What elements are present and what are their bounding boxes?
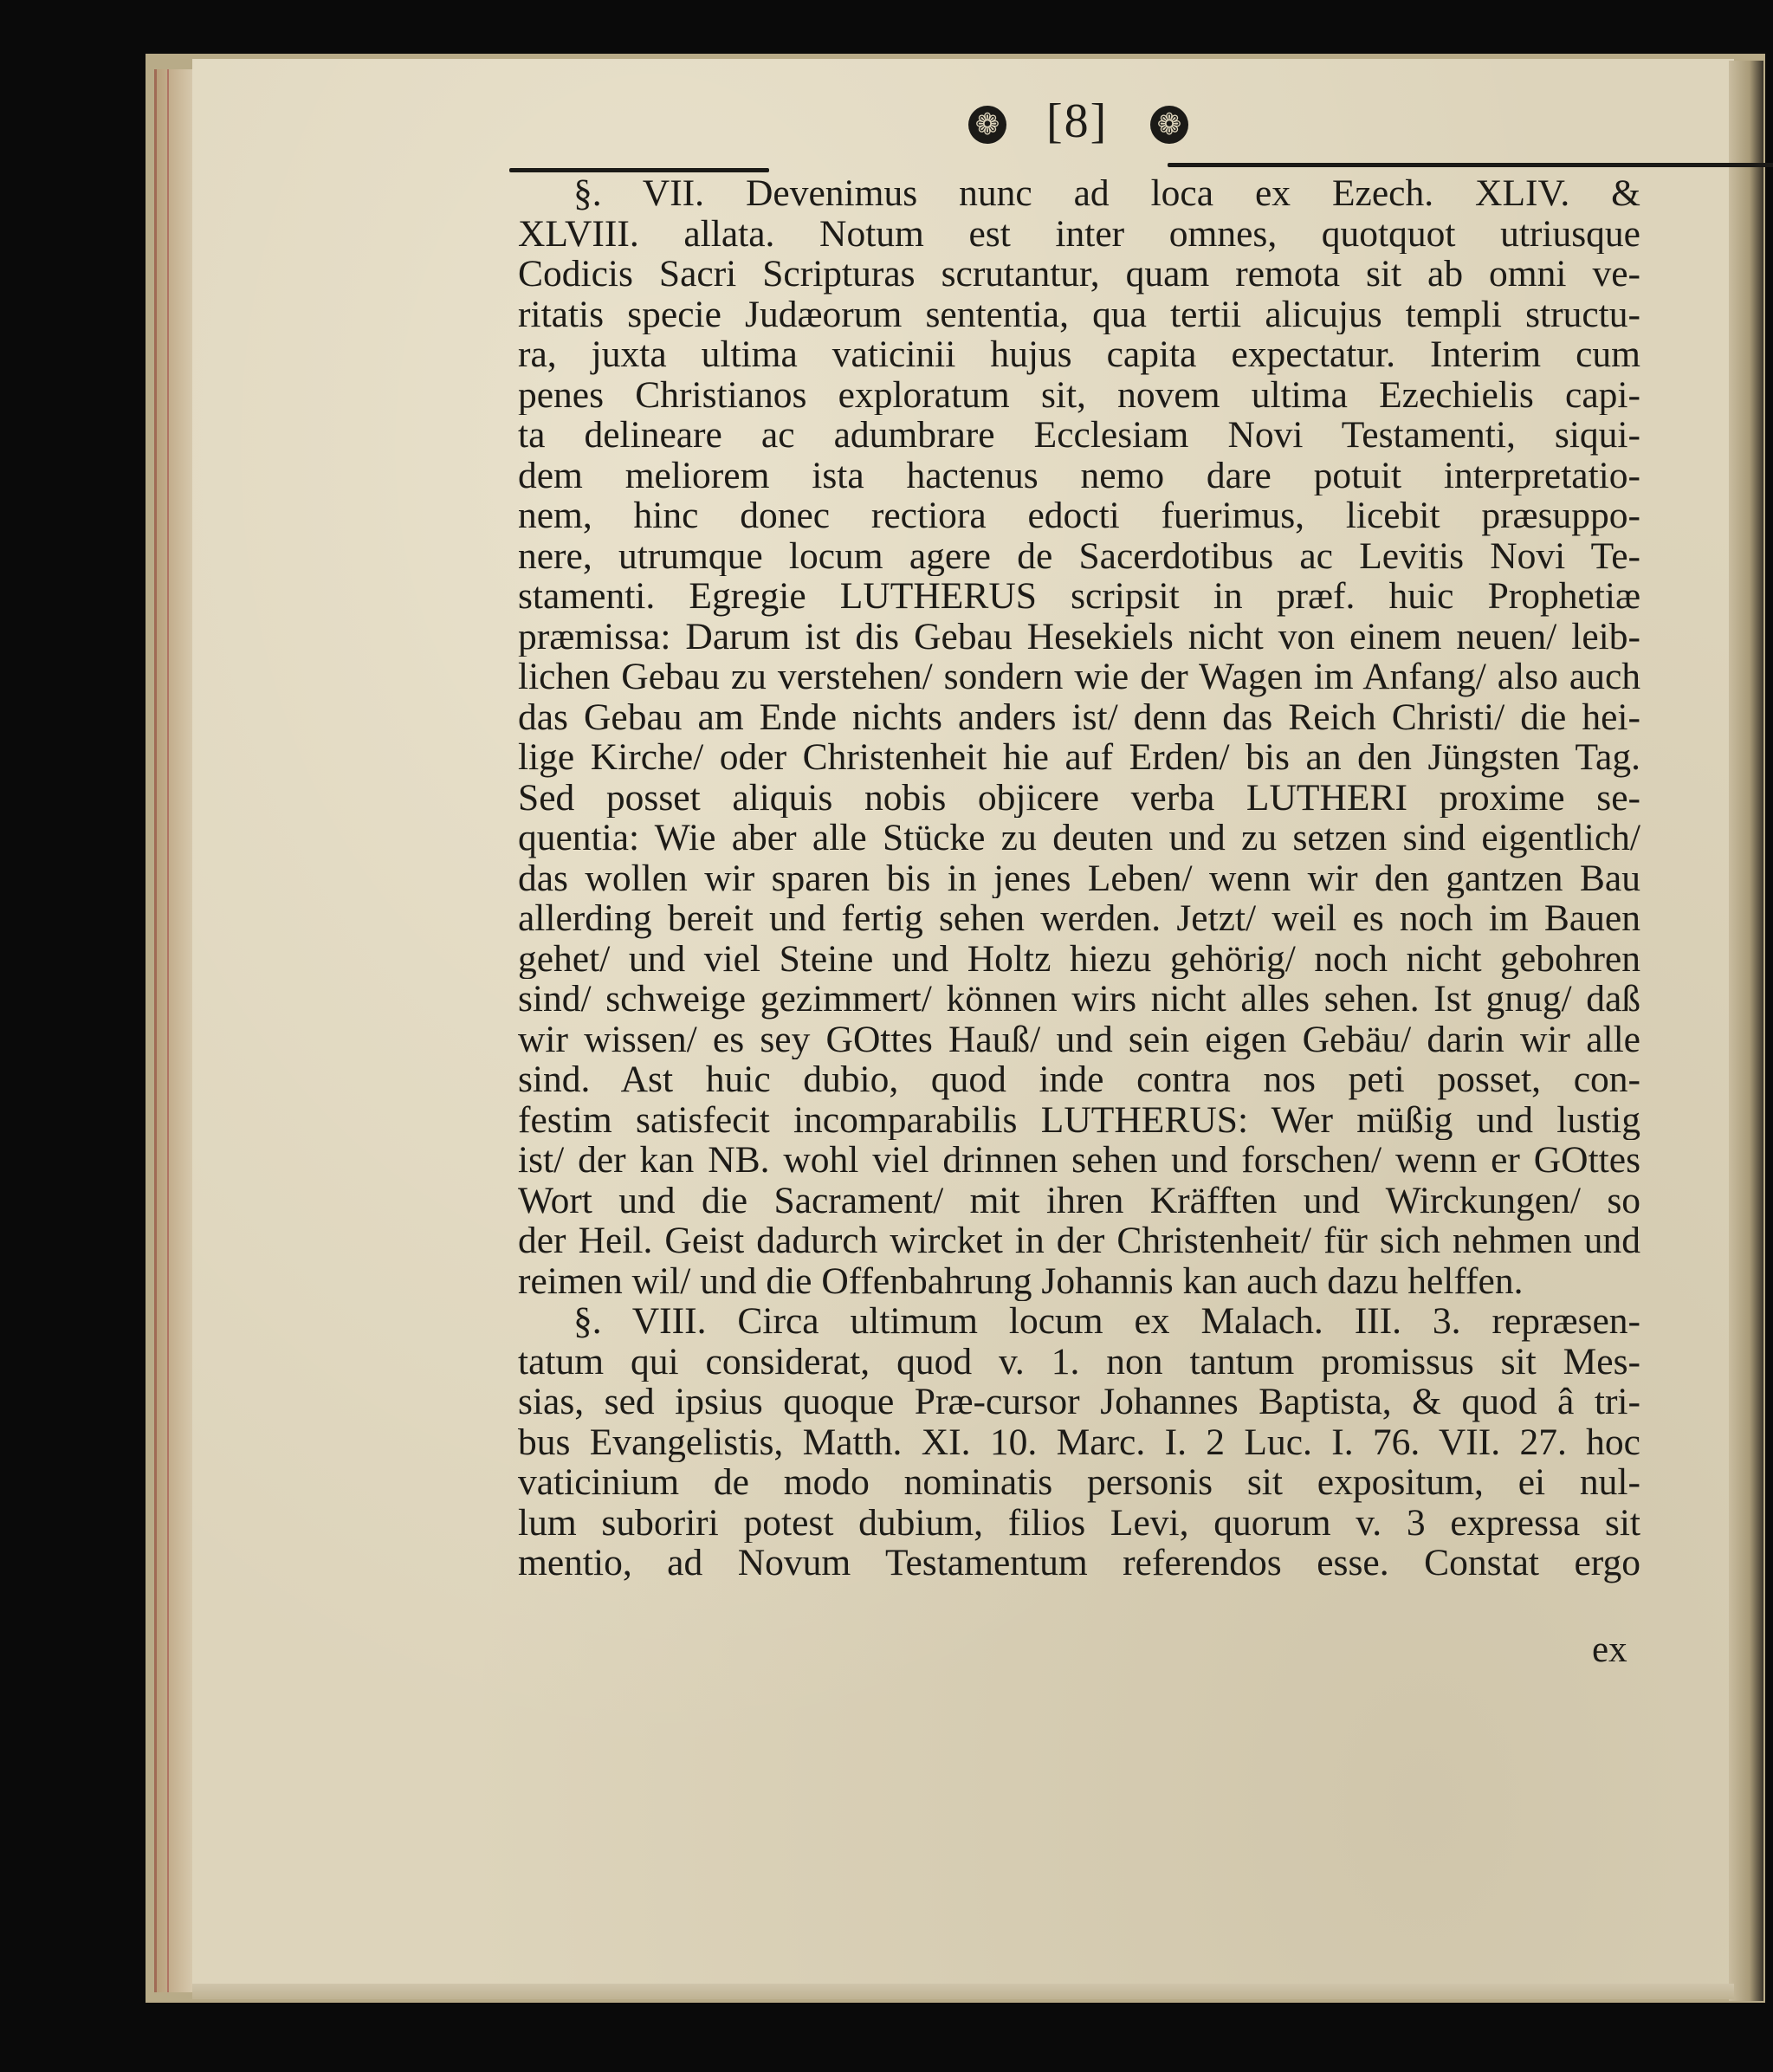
text-line: dem meliorem ista hactenus nemo dare potuit interpretatio-	[518, 455, 1640, 495]
text-line: nere, utrumque locum agere de Sacerdotibus ac Levitis Novi Te-	[518, 535, 1640, 576]
catchword: ex	[1592, 1629, 1627, 1670]
text-line: bus Evangelistis, Matth. XI. 10. Marc. I. 2 Luc. I. 76. VII. 27. hoc	[518, 1421, 1640, 1462]
text-line: lum suboriri potest dubium, filios Levi, quorum v. 3 expressa sit	[518, 1502, 1640, 1543]
text-line: festim satisfecit incomparabilis LUTHERUS: Wer müßig und lustig	[518, 1099, 1640, 1140]
text-line: §. VIII. Circa ultimum locum ex Malach. III. 3. repræsen-	[573, 1301, 1640, 1342]
text-line: penes Christianos exploratum sit, novem ultima Ezechielis capi-	[518, 374, 1640, 415]
text-line: das Gebau am Ende nichts anders ist/ denn das Reich Christi/ die hei-	[518, 696, 1640, 737]
left-page-edge	[154, 69, 195, 1992]
header-rule-right	[1168, 163, 1773, 167]
text-line: quentia: Wie aber alle Stücke zu deuten und zu setzen sind eigentlich/	[518, 818, 1640, 858]
text-line: sind/ schweige gezimmert/ können wirs nicht alles sehen. Ist gnug/ daß	[518, 979, 1640, 1020]
text-line: ra, juxta ultima vaticinii hujus capita expectatur. Interim cum	[518, 334, 1640, 375]
text-line: tatum qui considerat, quod v. 1. non tantum promissus sit Mes-	[518, 1341, 1640, 1382]
text-line: lichen Gebau zu verstehen/ sondern wie der Wagen im Anfang/ also auch	[518, 657, 1640, 697]
text-line: Wort und die Sacrament/ mit ihren Kräfften und Wirckungen/ so	[518, 1180, 1640, 1221]
text-line: mentio, ad Novum Testamentum referendos esse. Constat ergo	[518, 1543, 1640, 1583]
ornament-right-icon: ❁	[1150, 106, 1188, 144]
text-line: allerding bereit und fertig sehen werden. Jetzt/ weil es noch im Bauen	[518, 898, 1640, 939]
body-text	[518, 173, 1640, 1583]
text-line: sind. Ast huic dubio, quod inde contra nos peti posset, con-	[518, 1059, 1640, 1100]
text-line: der Heil. Geist dadurch wircket in der Christenheit/ für sich nehmen und	[518, 1221, 1640, 1261]
text-line: ritatis specie Judæorum sententia, qua tertii alicujus templi structu-	[518, 294, 1640, 334]
text-line: das wollen wir sparen bis in jenes Leben/ wenn wir den gantzen Bau	[518, 858, 1640, 898]
text-line: Sed posset aliquis nobis objicere verba LUTHERI proxime se-	[518, 777, 1640, 818]
text-line: sias, sed ipsius quoque Præ-cursor Johannes Baptista, & quod â tri-	[518, 1382, 1640, 1422]
book-spine	[1729, 61, 1763, 2001]
text-line: gehet/ und viel Steine und Holtz hiezu gehörig/ noch nicht gebohren	[518, 938, 1640, 979]
text-line: nem, hinc donec rectiora edocti fuerimus, licebit præsuppo-	[518, 495, 1640, 536]
text-line: stamenti. Egregie LUTHERUS scripsit in præf. huic Prophetiæ	[518, 576, 1640, 617]
text-line: lige Kirche/ oder Christenheit hie auf Erden/ bis an den Jüngsten Tag.	[518, 737, 1640, 778]
text-line: §. VII. Devenimus nunc ad loca ex Ezech. XLIV. &	[573, 173, 1640, 214]
header-rule-left	[509, 168, 769, 172]
page-header	[509, 94, 1635, 172]
text-line: ta delineare ac adumbrare Ecclesiam Novi Testamenti, siqui-	[518, 415, 1640, 456]
text-line: ist/ der kan NB. wohl viel drinnen sehen und forschen/ wenn er GOttes	[518, 1140, 1640, 1181]
page-bottom-edge	[192, 1984, 1734, 1999]
text-line: wir wissen/ es sey GOttes Hauß/ und sein eigen Gebäu/ darin wir alle	[518, 1019, 1640, 1059]
ornament-left-icon: ❁	[968, 106, 1006, 144]
text-line: XLVIII. allata. Notum est inter omnes, quotquot utriusque	[518, 213, 1640, 254]
text-line: Codicis Sacri Scripturas scrutantur, quam remota sit ab omni ve-	[518, 254, 1640, 295]
text-line: reimen wil/ und die Offenbahrung Johannis kan auch dazu helffen.	[518, 1260, 1524, 1301]
page-number: [8]	[1046, 94, 1109, 148]
text-line: vaticinium de modo nominatis personis sit expositum, ei nul-	[518, 1462, 1640, 1503]
text-line: præmissa: Darum ist dis Gebau Hesekiels nicht von einem neuen/ leib-	[518, 616, 1640, 657]
